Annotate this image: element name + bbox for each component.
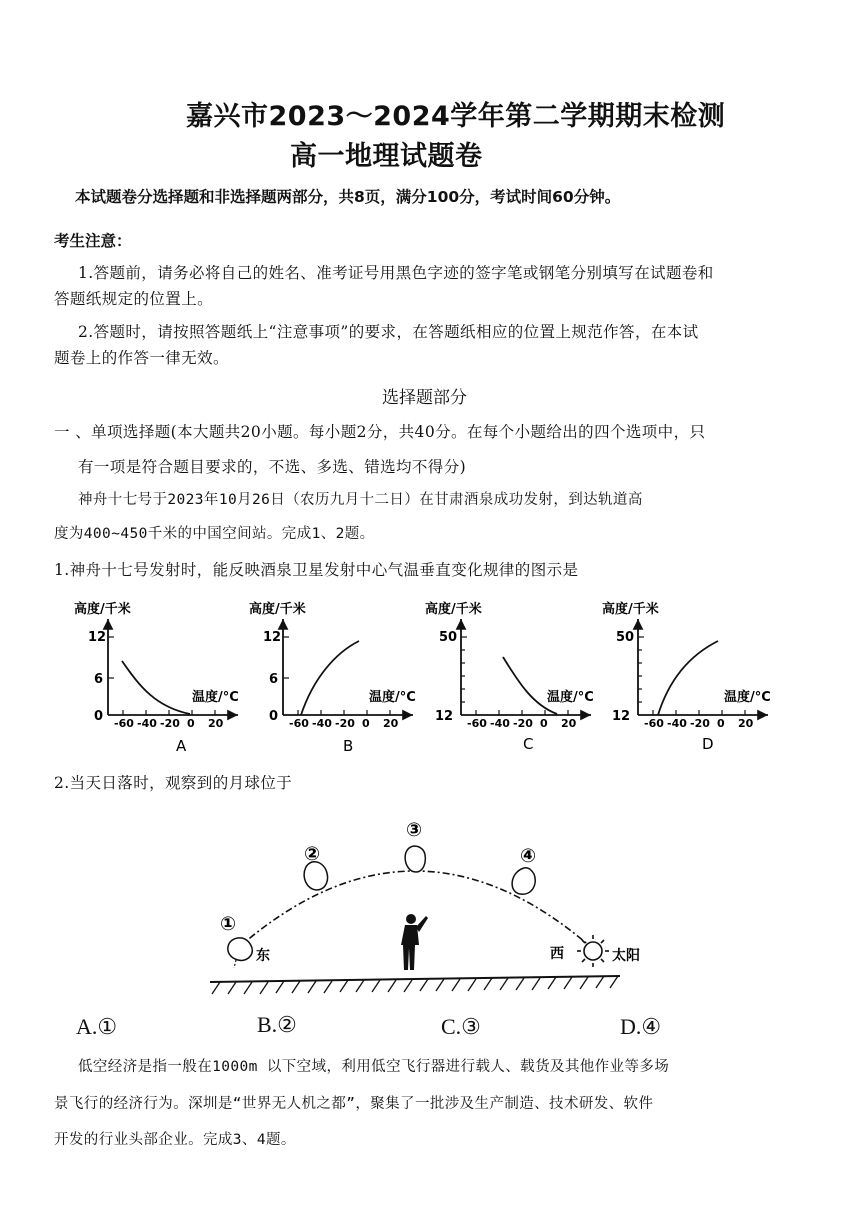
chart-b-ytick-0: 0 <box>269 709 279 724</box>
chart-b-xtick: -40 <box>312 717 332 730</box>
chart-b-ylabel: 高度/千米 <box>249 602 306 617</box>
chart-c-ytick-12: 12 <box>435 709 454 724</box>
moon-1 <box>228 938 252 961</box>
chart-a-curve <box>122 661 190 714</box>
moon-label-1: ① <box>220 913 237 935</box>
chart-d-xtick: -40 <box>667 717 687 730</box>
page-subtitle: 高一地理试题卷 <box>290 141 483 172</box>
chart-b-xtick: -20 <box>335 717 355 730</box>
chart-c-xtick: -20 <box>513 717 533 730</box>
notice-heading: 考生注意： <box>54 232 132 250</box>
chart-b-xtick: 0 <box>362 717 370 730</box>
chart-a-xtick: -60 <box>114 717 134 730</box>
chart-d-ylabel: 高度/千米 <box>602 602 659 617</box>
question-2-stem: 2.当天日落时，观察到的月球位于 <box>54 774 293 792</box>
question-1-stem: 1.神舟十七号发射时，能反映酒泉卫星发射中心气温垂直变化规律的图示是 <box>54 561 579 579</box>
q2-moon-diagram <box>200 812 680 1000</box>
moon-label-4: ④ <box>520 845 537 867</box>
chart-c-xtick: 0 <box>540 717 548 730</box>
notice-item-1-line-2: 答题纸规定的位置上。 <box>54 290 214 308</box>
notice-item-1-line-1: 1.答题前，请务必将自己的姓名、准考证号用黑色字迹的签字笔或钢笔分别填写在试题卷和 <box>78 264 714 282</box>
chart-b-ytick-6: 6 <box>269 672 279 687</box>
q1-chart-c <box>423 595 608 760</box>
moon-4 <box>512 868 535 894</box>
part1-instructions-line-1: 一 、单项选择题(本大题共20小题。每小题2分，共40分。在每个小题给出的四个选项中，只 <box>54 423 706 441</box>
passage2-line-3: 开发的行业头部企业。完成3、4题。 <box>54 1132 296 1148</box>
q1-chart-a <box>70 595 245 760</box>
q2-option-b[interactable]: B.② <box>257 1012 297 1037</box>
chart-a-ylabel: 高度/千米 <box>74 602 131 617</box>
q2-option-a[interactable]: A.① <box>76 1014 118 1039</box>
west-label: 西 <box>550 946 564 962</box>
chart-c-curve <box>503 657 557 714</box>
chart-b-curve <box>301 641 359 715</box>
chart-b-xtick: -60 <box>289 717 309 730</box>
moon-label-2: ② <box>304 843 321 865</box>
q2-option-c[interactable]: C.③ <box>441 1014 481 1039</box>
chart-c-xtick: -60 <box>467 717 487 730</box>
chart-b-label: B <box>343 737 354 755</box>
chart-d-xtick: -60 <box>644 717 664 730</box>
chart-c-xlabel: 温度/°C <box>547 690 594 705</box>
ground-line <box>210 976 620 982</box>
chart-a-xtick: 20 <box>208 717 224 730</box>
passage1-line-2: 度为400~450千米的中国空间站。完成1、2题。 <box>54 526 375 542</box>
part1-instructions-line-2: 有一项是符合题目要求的，不选、多选、错选均不得分) <box>78 458 467 476</box>
chart-d-xlabel: 温度/°C <box>724 690 771 705</box>
chart-c-ytick-50: 50 <box>439 630 458 645</box>
chart-d-ytick-50: 50 <box>616 630 635 645</box>
chart-d-xtick: -20 <box>690 717 710 730</box>
chart-c-xtick: 20 <box>561 717 577 730</box>
passage1-line-1: 神舟十七号于2023年10月26日（农历九月十二日）在甘肃酒泉成功发射，到达轨道高 <box>78 492 643 508</box>
chart-a-ytick-6: 6 <box>94 672 104 687</box>
chart-c-xtick: -40 <box>490 717 510 730</box>
chart-b-xlabel: 温度/°C <box>369 690 416 705</box>
chart-a-xtick: -40 <box>137 717 157 730</box>
chart-a-xtick: 0 <box>187 717 195 730</box>
chart-d-curve <box>658 641 718 715</box>
moon-3 <box>405 846 425 872</box>
moon-label-3: ③ <box>406 819 423 841</box>
chart-a-label: A <box>176 737 187 755</box>
chart-d-label: D <box>702 735 714 753</box>
chart-d-ytick-12: 12 <box>612 709 631 724</box>
moon-2 <box>304 862 327 890</box>
chart-a-ytick-0: 0 <box>94 709 104 724</box>
chart-a-ytick-12: 12 <box>88 630 107 645</box>
chart-a-xlabel: 温度/°C <box>192 690 239 705</box>
sun-label: 太阳 <box>612 948 640 964</box>
chart-c-ylabel: 高度/千米 <box>425 602 482 617</box>
passage2-line-1: 低空经济是指一般在1000m 以下空域，利用低空飞行器进行载人、载货及其他作业等多场 <box>78 1059 670 1075</box>
chart-d-xtick: 20 <box>738 717 754 730</box>
chart-a-xtick: -20 <box>160 717 180 730</box>
passage2-line-2: 景飞行的经济行为。深圳是“世界无人机之都”，聚集了一批涉及生产制造、技术研发、软件 <box>54 1096 654 1112</box>
notice-item-2-line-1: 2.答题时，请按照答题纸上“注意事项”的要求，在答题纸相应的位置上规范作答，在本试 <box>78 323 699 341</box>
q1-chart-b <box>245 595 430 760</box>
chart-d-xtick: 0 <box>717 717 725 730</box>
chart-c-label: C <box>523 735 534 753</box>
notice-item-2-line-2: 题卷上的作答一律无效。 <box>54 349 229 367</box>
intro-text: 本试题卷分选择题和非选择题两部分，共8页，满分100分，考试时间60分钟。 <box>75 188 621 206</box>
person-icon <box>401 914 428 970</box>
page-title: 嘉兴市2023～2024学年第二学期期末检测 <box>186 101 726 132</box>
section-title: 选择题部分 <box>382 388 467 408</box>
chart-b-xtick: 20 <box>383 717 399 730</box>
east-label: 东 <box>256 948 270 964</box>
q2-option-d[interactable]: D.④ <box>620 1014 662 1039</box>
chart-b-ytick-12: 12 <box>263 630 282 645</box>
q1-chart-d <box>600 595 785 760</box>
